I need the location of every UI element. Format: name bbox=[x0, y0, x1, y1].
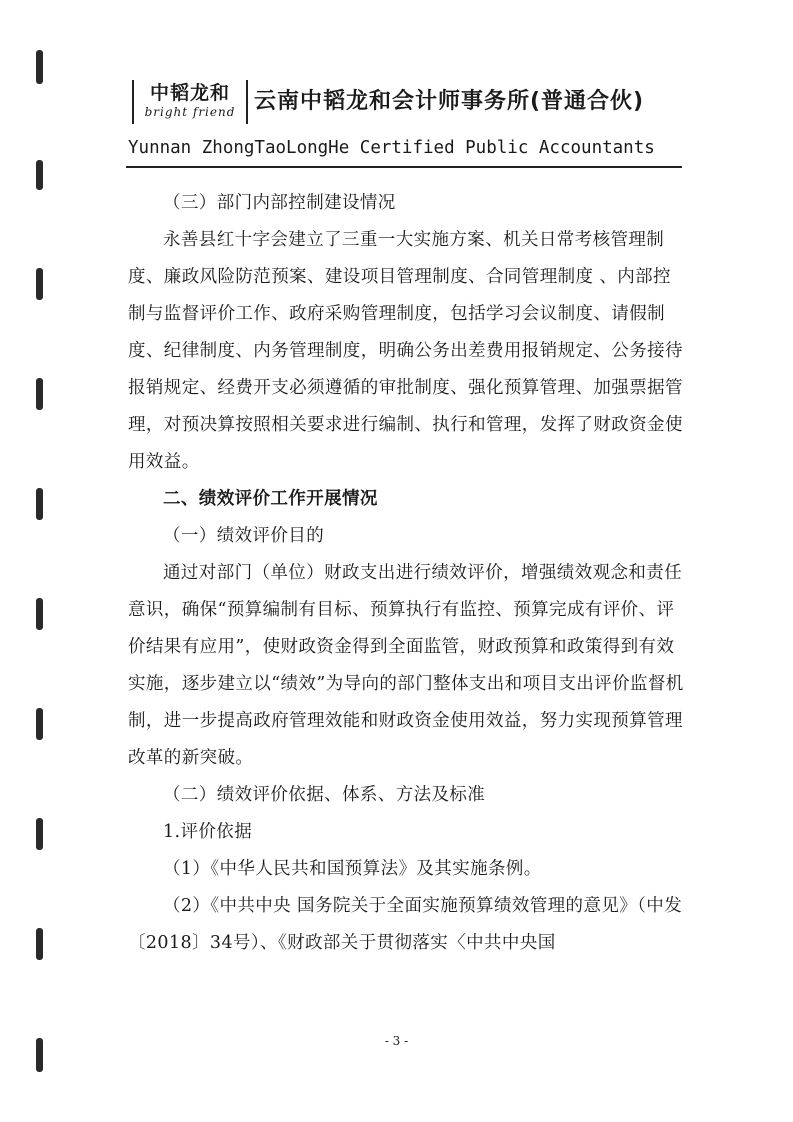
internal-control-paragraph: 永善县红十字会建立了三重一大实施方案、机关日常考核管理制度、廉政风险防范预案、建设项目管理制度、合同管理制度 、内部控制与监督评价工作、政府采购管理制度，包括学习会议制度、请假制度、纪律制度、内务管理制度，明确公务出差费用报销规定、公务接待报销规定、经费开支必须遵循的审批制度、强化预算管理、加强票据管理，对预决算按照相关要求进行编制、执行和管理，发挥了财政资金使用效益。 bbox=[128, 230, 683, 472]
document-body bbox=[128, 185, 686, 962]
binding-hole bbox=[36, 378, 43, 410]
firm-logo bbox=[132, 80, 248, 124]
evaluation-basis-subheading: 1.评价依据 bbox=[163, 822, 253, 842]
basis-item-2: （2）《中共中央 国务院关于全面实施预算绩效管理的意见》（中发〔2018〕34号）、《财政部关于贯彻落实〈中共中央国 bbox=[128, 896, 683, 953]
basis-item-1: （1）《中华人民共和国预算法》及其实施条例。 bbox=[163, 859, 542, 879]
evaluation-purpose-paragraph: 通过对部门（单位）财政支出进行绩效评价，增强绩效观念和责任意识，确保“预算编制有目标、预算执行有监控、预算完成有评价、评价结果有应用”，使财政资金得到全面监管，财政预算和政策得到有效实施，逐步建立以“绩效”为导向的部门整体支出和项目支出评价监督机制，进一步提高政府管理效能和财政资金使用效益，努力实现预算管理改革的新突破。 bbox=[128, 563, 684, 768]
binding-hole bbox=[36, 928, 43, 960]
evaluation-basis-heading: （二）绩效评价依据、体系、方法及标准 bbox=[163, 785, 486, 805]
firm-name: 云南中韬龙和会计师事务所(普通合伙) bbox=[254, 89, 645, 114]
page-number: - 3 - bbox=[384, 1034, 409, 1048]
logo-english-text: bright friend bbox=[144, 105, 236, 119]
binding-hole bbox=[36, 708, 43, 740]
binding-hole bbox=[36, 160, 43, 190]
logo-chinese-text: 中韬龙和 bbox=[149, 82, 230, 104]
evaluation-purpose-heading: （一）绩效评价目的 bbox=[163, 526, 325, 546]
binding-hole bbox=[36, 268, 43, 300]
firm-name-english: Yunnan ZhongTaoLongHe Certified Public Accountants bbox=[128, 138, 655, 158]
internal-control-heading: （三）部门内部控制建设情况 bbox=[163, 193, 396, 213]
section-two-heading: 二、绩效评价工作开展情况 bbox=[163, 489, 378, 509]
binding-hole bbox=[36, 50, 43, 84]
binding-hole bbox=[36, 818, 43, 850]
header-divider bbox=[126, 166, 682, 168]
binding-hole bbox=[36, 598, 43, 630]
binding-hole bbox=[36, 488, 43, 520]
